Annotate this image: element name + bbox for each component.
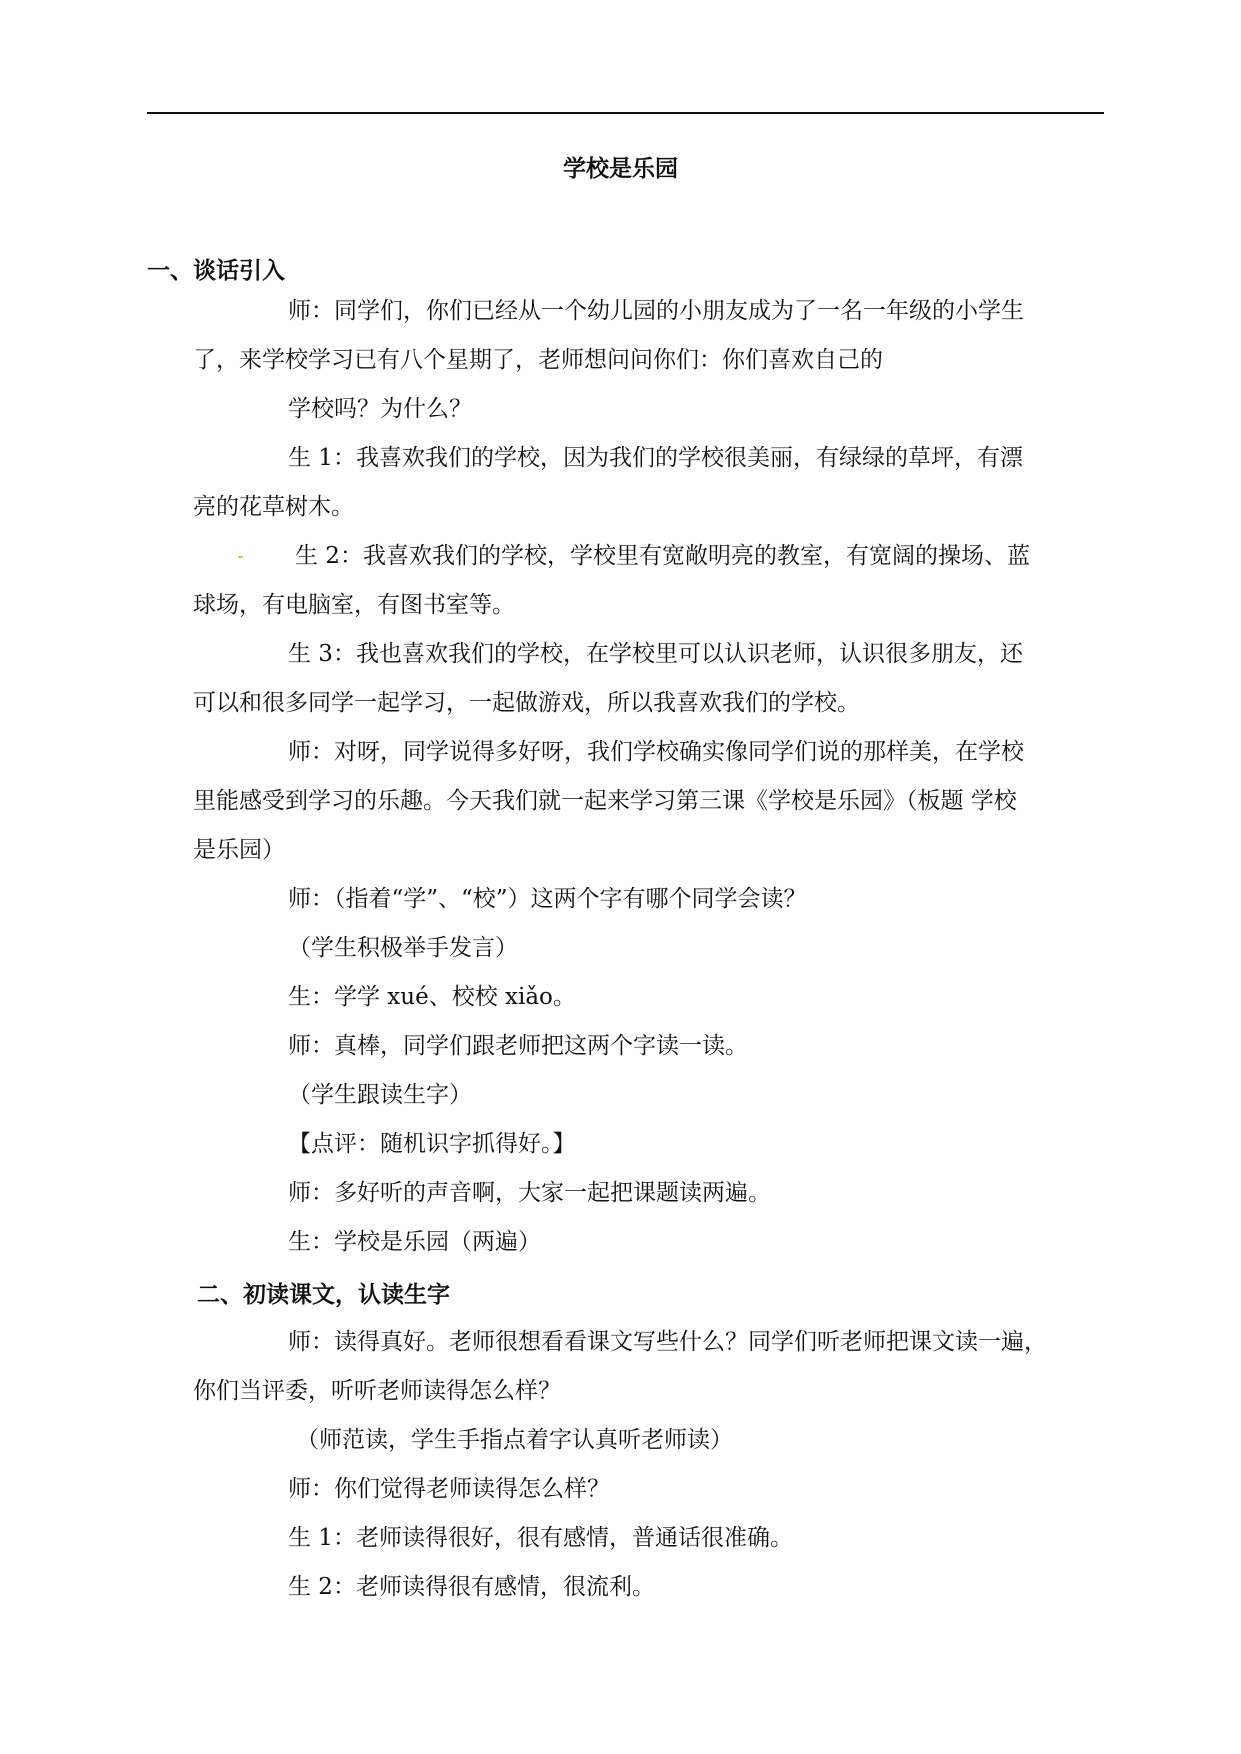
- text-line: 里能感受到学习的乐趣。今天我们就一起来学习第三课《学校是乐园》（板题 学校: [193, 788, 1017, 814]
- text-line: 学校吗？为什么？: [288, 396, 472, 422]
- text-line: 【点评：随机识字抓得好。】: [288, 1131, 576, 1157]
- text-line: 生 2：我喜欢我们的学校，学校里有宽敞明亮的教室，有宽阔的操场、蓝: [295, 543, 1030, 569]
- text-line: 生 2：老师读得很有感情，很流利。: [288, 1574, 655, 1600]
- text-line: 师：多好听的声音啊，大家一起把课题读两遍。: [288, 1180, 771, 1206]
- text-line: 师：对呀，同学说得多好呀，我们学校确实像同学们说的那样美，在学校: [288, 739, 1024, 765]
- text-line: 生：学校是乐园（两遍）: [288, 1229, 541, 1255]
- text-line: 生 1：老师读得很好，很有感情，普通话很准确。: [288, 1525, 793, 1551]
- text-line: 生 3：我也喜欢我们的学校，在学校里可以认识老师，认识很多朋友，还: [288, 641, 1023, 667]
- text-line: 师：真棒，同学们跟老师把这两个字读一读。: [288, 1033, 748, 1059]
- text-line: 了，来学校学习已有八个星期了，老师想问问你们：你们喜欢自己的: [193, 347, 883, 373]
- section-heading-1: 一、谈话引入: [147, 258, 285, 284]
- text-line: （学生跟读生字）: [288, 1082, 472, 1108]
- text-line: 球场，有电脑室，有图书室等。: [193, 592, 515, 618]
- text-line: 师：同学们，你们已经从一个幼儿园的小朋友成为了一名一年级的小学生: [288, 298, 1024, 324]
- text-line: 亮的花草树木。: [193, 494, 354, 520]
- text-line: 师：读得真好。老师很想看看课文写些什么？同学们听老师把课文读一遍，: [288, 1329, 1047, 1355]
- text-line: 你们当评委，听听老师读得怎么样？: [193, 1378, 561, 1404]
- text-line: （师范读，学生手指点着字认真听老师读）: [296, 1427, 733, 1453]
- text-line: 可以和很多同学一起学习，一起做游戏，所以我喜欢我们的学校。: [193, 690, 860, 716]
- text-line: 是乐园）: [193, 837, 285, 863]
- page-title: 学校是乐园: [563, 156, 678, 182]
- section-heading-2: 二、初读课文，认读生字: [197, 1282, 450, 1308]
- text-line: （学生积极举手发言）: [288, 935, 518, 961]
- text-line: 生 1：我喜欢我们的学校，因为我们的学校很美丽，有绿绿的草坪，有漂: [288, 445, 1023, 471]
- text-line: 师：你们觉得老师读得怎么样？: [288, 1476, 610, 1502]
- text-line: 生：学学 xué、校校 xiǎo。: [288, 984, 576, 1010]
- header-rule: [147, 112, 1104, 114]
- stray-mark: [238, 556, 243, 558]
- text-line: 师：（指着“学”、“校”）这两个字有哪个同学会读？: [288, 886, 807, 912]
